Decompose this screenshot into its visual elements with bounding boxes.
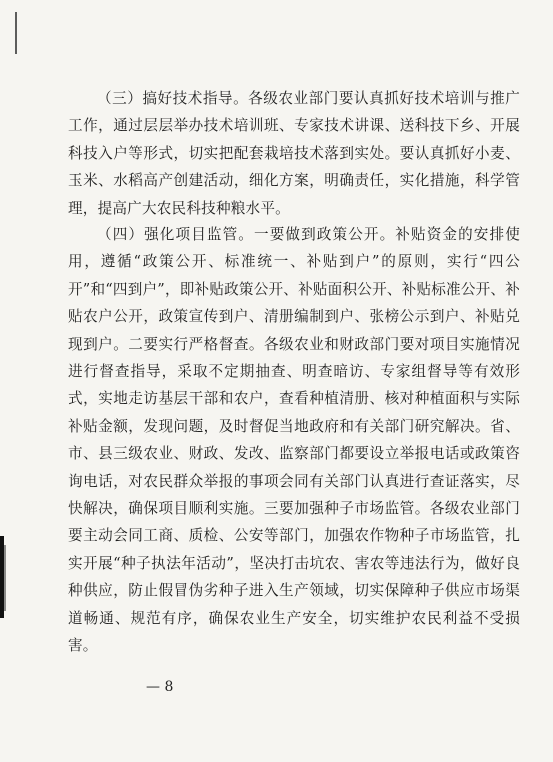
paragraph-project-supervision: （四）强化项目监管。一要做到政策公开。补贴资金的安排使用，遵循“政策公开、标准统一、补贴到户”的原则，实行“四公开”和“四到户”，即补贴政策公开、补贴面积公开、补贴标准公开、补贴农户公开，政策宣传到户、清册编制到户、张榜公示到户、补贴兑现到户。二要实行严格督查。各级农业和财政部门要对项目实施情况进行督查指导，采取不定期抽查、明查暗访、专家组督导等有效形式，实地走访基层干部和农户，查看种植清册、核对种植面积与实际补贴金额，发现问题，及时督促当地政府和有关部门研究解决。省、市、县三级农业、财政、发改、监察部门都要设立举报电话或政策咨询电话，对农民群众举报的事项会同有关部门认真进行查证落实，尽快解决，确保项目顺利实施。三要加强种子市场监管。各级农业部门要主动会同工商、质检、公安等部门，加强农作物种子市场监管，扎实开展“种子执法年活动”，坚决打击坑农、害农等违法行为，做好良种供应，防止假冒伪劣种子进入生产领域，切实保障种子供应市场渠道畅通、规范有序，确保农业生产安全，切实维护农民利益不受损害。	[68, 226, 521, 655]
page-number: — 8	[146, 679, 174, 695]
paragraph-technical-guidance: （三）搞好技术指导。各级农业部门要认真抓好技术培训与推广工作，通过层层举办技术培训班、专家技术讲课、送科技下乡、开展科技入户等形式，切实把配套栽培技术落到实处。要认真抓好小麦、玉米、水稻高产创建活动，细化方案，明确责任，实化措施，科学管理，提高广大农民科技种粮水平。	[68, 90, 520, 217]
binding-mark-bottom-inner	[4, 545, 6, 611]
binding-mark-top	[15, 12, 17, 54]
